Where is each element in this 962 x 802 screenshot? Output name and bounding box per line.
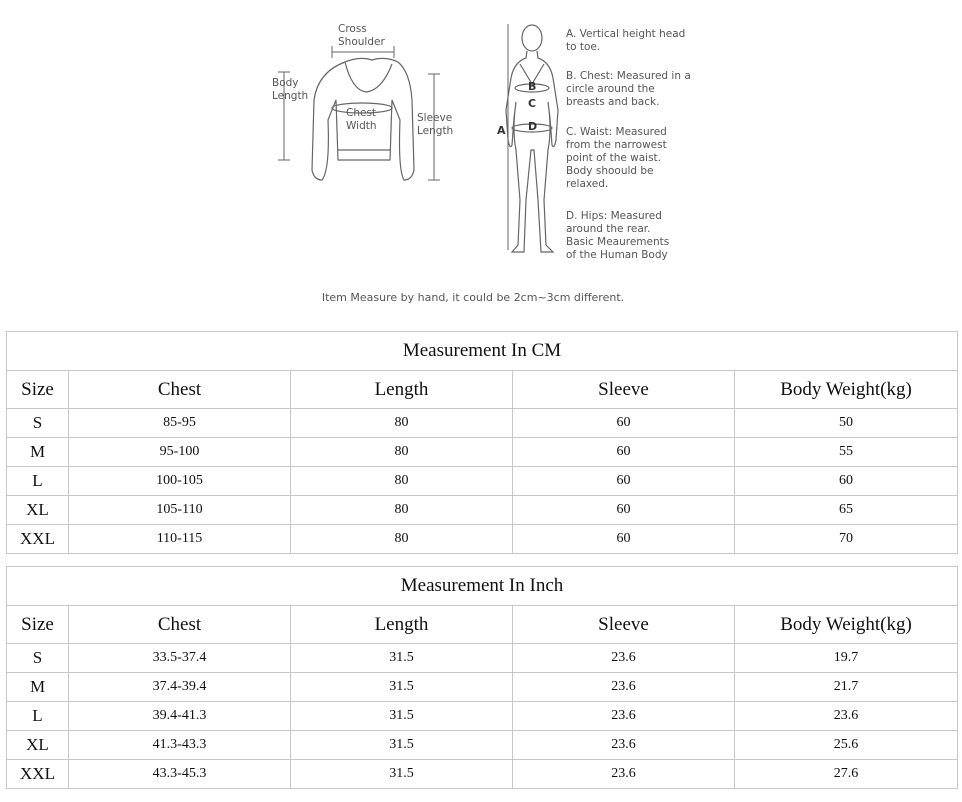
legend-c: C. Waist: Measured from the narrowest point of the waist. Body shoould be relaxed. — [566, 126, 667, 190]
table-row — [7, 496, 958, 525]
weight-cell: 50 — [735, 409, 958, 438]
chest-cell: 43.3-45.3 — [69, 760, 291, 789]
cross-shoulder-label: Cross Shoulder — [338, 23, 385, 48]
size-cell: XL — [7, 731, 69, 760]
chest-cell: 110-115 — [69, 525, 291, 554]
sleeve-cell: 23.6 — [513, 673, 735, 702]
table-row — [7, 760, 958, 789]
table-row — [7, 644, 958, 673]
legend-a: A. Vertical height head to toe. — [566, 28, 686, 53]
table-row — [7, 438, 958, 467]
length-cell: 31.5 — [291, 760, 513, 789]
table-row — [7, 731, 958, 760]
letter-c: C — [528, 97, 537, 110]
sleeve-cell: 23.6 — [513, 702, 735, 731]
sleeve-cell: 60 — [513, 496, 735, 525]
inch-table-title: Measurement In Inch — [7, 567, 958, 606]
header-sleeve: Sleeve — [513, 606, 735, 644]
table-row — [7, 702, 958, 731]
length-cell: 80 — [291, 525, 513, 554]
size-cell: XXL — [7, 760, 69, 789]
weight-cell: 25.6 — [735, 731, 958, 760]
length-cell: 31.5 — [291, 702, 513, 731]
length-cell: 80 — [291, 496, 513, 525]
length-cell: 31.5 — [291, 731, 513, 760]
size-cell: S — [7, 409, 69, 438]
size-cell: L — [7, 467, 69, 496]
cm-header-row — [7, 371, 958, 409]
header-size: Size — [7, 606, 69, 644]
figure-head — [522, 25, 542, 51]
size-cell: M — [7, 673, 69, 702]
weight-cell: 19.7 — [735, 644, 958, 673]
length-cell: 31.5 — [291, 673, 513, 702]
table-row — [7, 525, 958, 554]
letter-a: A — [497, 124, 506, 137]
cm-table-title: Measurement In CM — [7, 332, 958, 371]
chest-cell: 33.5-37.4 — [69, 644, 291, 673]
length-cell: 80 — [291, 438, 513, 467]
legend-d: D. Hips: Measured around the rear. Basic Meaurements of the Human Body — [566, 210, 670, 261]
length-cell: 80 — [291, 467, 513, 496]
header-chest: Chest — [69, 606, 291, 644]
table-row — [7, 673, 958, 702]
weight-cell: 21.7 — [735, 673, 958, 702]
size-cell: L — [7, 702, 69, 731]
header-sleeve: Sleeve — [513, 371, 735, 409]
size-cell: M — [7, 438, 69, 467]
header-chest: Chest — [69, 371, 291, 409]
chest-cell: 37.4-39.4 — [69, 673, 291, 702]
table-row — [7, 467, 958, 496]
length-cell: 80 — [291, 409, 513, 438]
header-length: Length — [291, 371, 513, 409]
chest-cell: 39.4-41.3 — [69, 702, 291, 731]
weight-cell: 70 — [735, 525, 958, 554]
weight-cell: 60 — [735, 467, 958, 496]
sleeve-cell: 60 — [513, 467, 735, 496]
legend-b: B. Chest: Measured in a circle around the breasts and back. — [566, 70, 691, 108]
chest-cell: 41.3-43.3 — [69, 731, 291, 760]
weight-cell: 55 — [735, 438, 958, 467]
sleeve-cell: 23.6 — [513, 760, 735, 789]
inch-size-table — [6, 566, 958, 789]
measurement-illustration — [0, 0, 962, 290]
weight-cell: 27.6 — [735, 760, 958, 789]
measure-note: Item Measure by hand, it could be 2cm~3cm different. — [321, 291, 625, 304]
chest-cell: 100-105 — [69, 467, 291, 496]
cm-size-table — [6, 331, 958, 554]
header-length: Length — [291, 606, 513, 644]
letter-b: B — [528, 80, 537, 93]
header-size: Size — [7, 371, 69, 409]
sleeve-length-label: Sleeve Length — [417, 112, 454, 137]
header-body-weight: Body Weight(kg) — [735, 606, 958, 644]
size-cell: S — [7, 644, 69, 673]
length-cell: 31.5 — [291, 644, 513, 673]
sleeve-cell: 23.6 — [513, 644, 735, 673]
weight-cell: 65 — [735, 496, 958, 525]
table-row — [7, 409, 958, 438]
weight-cell: 23.6 — [735, 702, 958, 731]
inch-header-row — [7, 606, 958, 644]
size-cell: XXL — [7, 525, 69, 554]
sleeve-cell: 23.6 — [513, 731, 735, 760]
body-length-label: Body Length — [272, 77, 309, 102]
letter-d: D — [528, 120, 538, 133]
header-body-weight: Body Weight(kg) — [735, 371, 958, 409]
chest-width-label: Chest Width — [346, 107, 377, 132]
size-cell: XL — [7, 496, 69, 525]
chest-cell: 105-110 — [69, 496, 291, 525]
chest-cell: 85-95 — [69, 409, 291, 438]
chest-cell: 95-100 — [69, 438, 291, 467]
sleeve-cell: 60 — [513, 438, 735, 467]
sleeve-cell: 60 — [513, 525, 735, 554]
sleeve-cell: 60 — [513, 409, 735, 438]
measurement-diagram — [0, 0, 962, 320]
